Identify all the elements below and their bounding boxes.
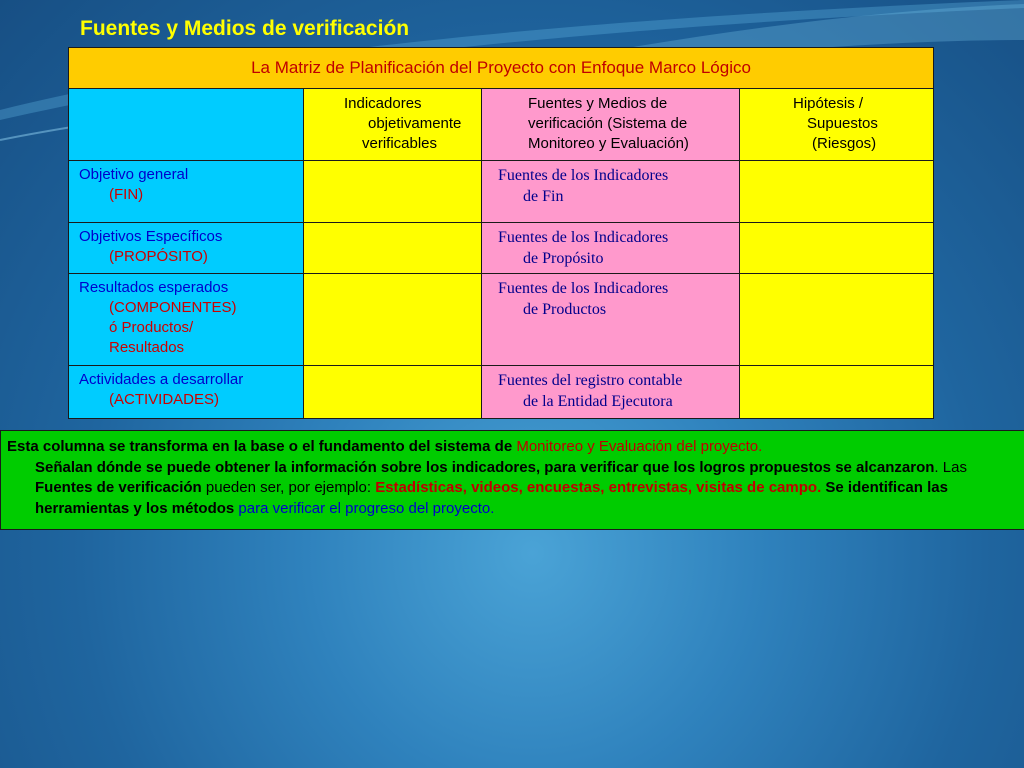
assumption-cell <box>740 161 934 223</box>
row-label-componentes: Resultados esperados (COMPONENTES) ó Productos/ Resultados <box>69 274 304 366</box>
row-label-fin: Objetivo general (FIN) <box>69 161 304 223</box>
source-cell-actividades: Fuentes del registro contable de la Entidad Ejecutora <box>482 366 740 419</box>
assumption-cell <box>740 366 934 419</box>
indicator-cell <box>304 274 482 366</box>
header-empty-cell <box>69 89 304 161</box>
source-cell-fin: Fuentes de los Indicadores de Fin <box>482 161 740 223</box>
page-title: Fuentes y Medios de verificación <box>80 17 410 40</box>
explanation-note <box>0 430 1024 530</box>
source-cell-productos: Fuentes de los Indicadores de Productos <box>482 274 740 366</box>
note-paragraph-1: Esta columna se transforma en la base o el fundamento del sistema de Monitoreo y Evaluación del proyecto. <box>7 438 763 455</box>
indicator-cell <box>304 223 482 274</box>
header-fuentes: Fuentes y Medios de verificación (Sistema de Monitoreo y Evaluación) <box>482 89 740 161</box>
assumption-cell <box>740 274 934 366</box>
matrix-caption: La Matriz de Planificación del Proyecto con Enfoque Marco Lógico <box>69 48 934 89</box>
row-label-proposito: Objetivos Específicos (PROPÓSITO) <box>69 223 304 274</box>
header-hipotesis: Hipótesis / Supuestos (Riesgos) <box>740 89 934 161</box>
logical-framework-matrix <box>68 47 934 419</box>
source-cell-proposito: Fuentes de los Indicadores de Propósito <box>482 223 740 274</box>
indicator-cell <box>304 366 482 419</box>
row-label-actividades: Actividades a desarrollar (ACTIVIDADES) <box>69 366 304 419</box>
header-indicadores: Indicadores objetivamente verificables <box>304 89 482 161</box>
note-paragraph-2: Señalan dónde se puede obtener la información sobre los indicadores, para verificar que los logros propuestos se alcanzaron. Las Fuentes de verificación pueden ser, por ejemplo: Estadísticas, videos, encuestas, entrevistas, visitas de campo. Se identifican las herramientas y los métodos para verificar el progreso del proyecto. <box>35 458 967 517</box>
assumption-cell <box>740 223 934 274</box>
indicator-cell <box>304 161 482 223</box>
